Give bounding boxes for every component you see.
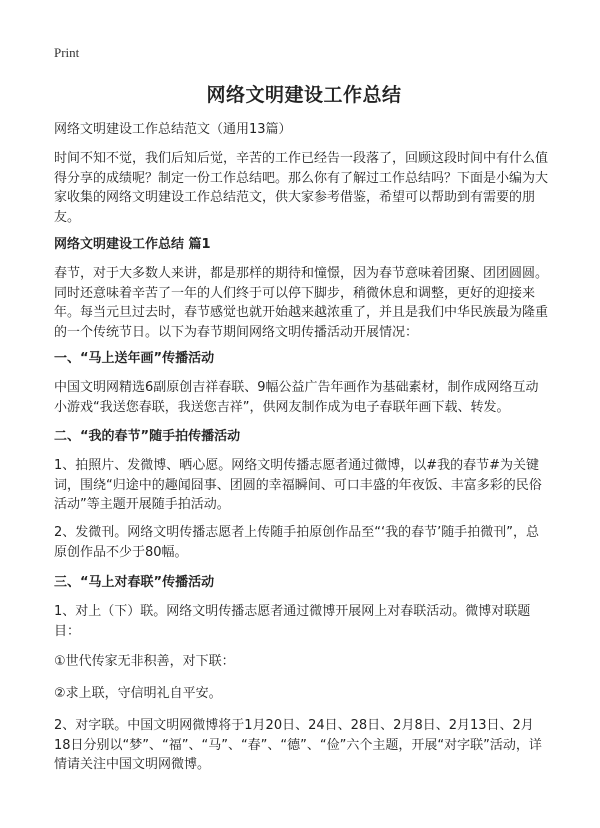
part-3-heading: 三、“马上对春联”传播活动 [54, 575, 215, 590]
part-3-item-2: ②求上联，守信明礼自平安。 [54, 686, 222, 701]
part-1-heading: 一、“马上送年画”传播活动 [54, 351, 215, 366]
section-1-paragraph: 春节，对于大多数人来讲，都是那样的期待和憧憬，因为春节意味着团聚、团团圆圆。同时还意味着辛苦了一年的人们终于可以停下脚步，稍微休息和调整，更好的迎接来年。每当元旦过去时，春节感觉也就开始越来越浓重了，并且是我们中华民族最为隆重的一个传统节日。以下为春节期间网络文明传播活动开展情况： [54, 266, 549, 340]
part-3-item-1: ①世代传家无非积善，对下联： [54, 654, 235, 669]
part-3-paragraph-1: 1、对上（下）联。网络文明传播志愿者通过微博开展网上对春联活动。微博对联题目： [54, 604, 531, 639]
print-link[interactable]: Print [54, 45, 80, 60]
part-3-paragraph-2: 2、对字联。中国文明网微博将于1月20日、24日、28日、2月8日、2月13日、2月18日分别以“梦”、“福”、“马”、“春”、“德”、“俭”六个主题，开展“对字联”活动，详情请关注中国文明网微博。 [54, 718, 542, 772]
intro-paragraph: 时间不知不觉，我们后知后觉，辛苦的工作已经告一段落了，回顾这段时间中有什么值得分享的成绩呢？制定一份工作总结吧。那么你有了解过工作总结吗？下面是小编为大家收集的网络文明建设工作总结范文，供大家参考借鉴，希望可以帮助到有需要的朋友。 [54, 151, 549, 225]
section-heading-1: 网络文明建设工作总结 篇1 [54, 237, 211, 252]
subtitle: 网络文明建设工作总结范文（通用13篇） [54, 122, 292, 137]
part-2-paragraph-2: 2、发微刊。网络文明传播志愿者上传随手拍原创作品至“‘我的春节’随手拍微刊”，总原创作品不少于80幅。 [54, 525, 540, 560]
part-1-paragraph: 中国文明网精选6副原创吉祥春联、9幅公益广告年画作为基础素材，制作成网络互动小游戏“我送您春联，我送您吉祥”，供网友制作成为电子春联年画下载、转发。 [54, 380, 539, 415]
part-2-paragraph-1: 1、拍照片、发微博、晒心愿。网络文明传播志愿者通过微博，以#我的春节#为关键词，围绕“归途中的趣闻囧事、团圆的幸福瞬间、可口丰盛的年夜饭、丰富多彩的民俗活动”等主题开展随手拍活动。 [54, 458, 542, 512]
part-2-heading: 二、“我的春节”随手拍传播活动 [54, 429, 241, 444]
page-title: 网络文明建设工作总结 [206, 84, 402, 106]
